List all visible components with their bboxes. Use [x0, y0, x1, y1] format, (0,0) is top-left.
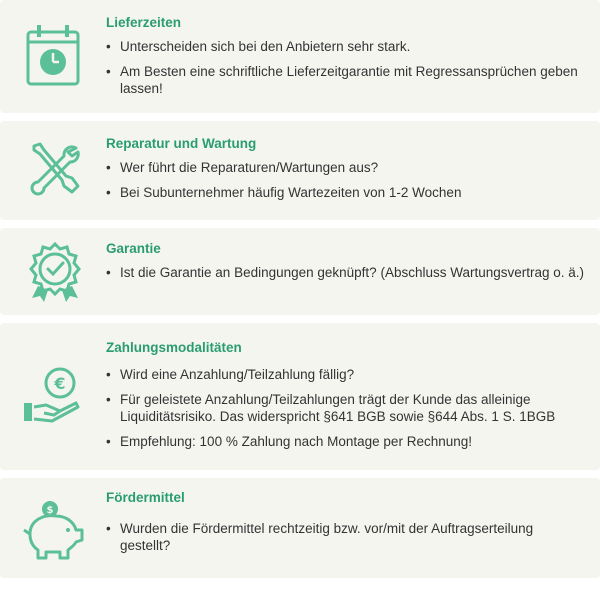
- section-lieferzeiten: [0, 0, 600, 113]
- piggy-bank-icon: [20, 498, 90, 568]
- guarantee-badge-icon: [20, 236, 90, 306]
- svg-text:$: $: [46, 505, 54, 516]
- section-title: Fördermittel: [106, 490, 185, 505]
- bullet-list: [106, 264, 586, 289]
- section-foerdermittel: [0, 478, 600, 578]
- section-reparatur-wartung: [0, 121, 600, 220]
- bullet-list: [106, 38, 586, 105]
- list-item: • Wurden die Fördermittel rechtzeitig bzw. vor/mit der Auftragserteilung gestellt?: [106, 520, 586, 554]
- list-item: • Am Besten eine schriftliche Lieferzeitgarantie mit Regressansprüchen geben lassen!: [106, 63, 586, 97]
- bullet-list: [106, 159, 586, 209]
- hand-euro-coin-icon: [20, 363, 90, 433]
- section-title: Reparatur und Wartung: [106, 136, 257, 151]
- section-title: Lieferzeiten: [106, 15, 182, 30]
- section-garantie: [0, 228, 600, 315]
- svg-text:€: €: [54, 374, 66, 393]
- section-title: Zahlungsmodalitäten: [106, 340, 242, 355]
- list-item: • Wird eine Anzahlung/Teilzahlung fällig?: [106, 366, 586, 383]
- bullet-list: [106, 520, 586, 562]
- list-item: • Bei Subunternehmer häufig Wartezeiten von 1-2 Wochen: [106, 184, 586, 201]
- section-zahlungsmodalitaeten: [0, 323, 600, 470]
- list-item: • Unterscheiden sich bei den Anbietern sehr stark.: [106, 38, 586, 55]
- calendar-clock-icon: [20, 22, 90, 92]
- list-item: • Ist die Garantie an Bedingungen geknüpft? (Abschluss Wartungsvertrag o. ä.): [106, 264, 586, 281]
- wrench-screwdriver-icon: [20, 136, 90, 206]
- bullet-list: [106, 366, 586, 458]
- list-item: • Wer führt die Reparaturen/Wartungen aus?: [106, 159, 586, 176]
- list-item: • Für geleistete Anzahlung/Teilzahlungen trägt der Kunde das alleinige Liquiditätsrisiko. Das widerspricht §641 BGB sowie §644 Abs. 1 S. 1BGB: [106, 391, 586, 425]
- section-title: Garantie: [106, 241, 161, 256]
- list-item: • Empfehlung: 100 % Zahlung nach Montage per Rechnung!: [106, 433, 586, 450]
